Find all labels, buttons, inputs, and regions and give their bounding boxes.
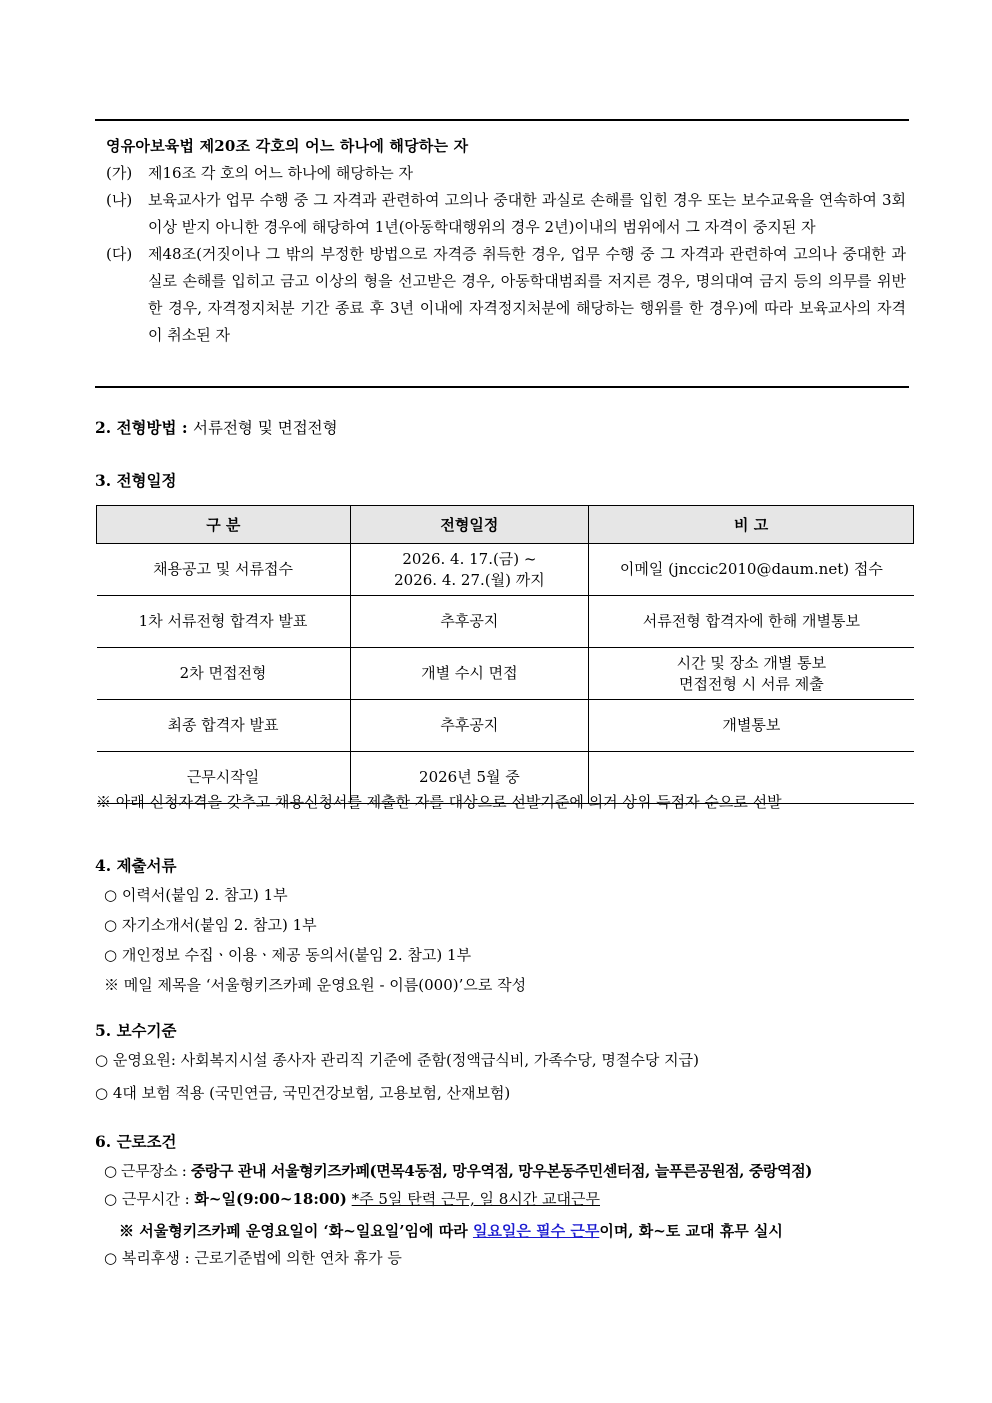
pay-list-item: ○ 4대 보험 적용 (국민연금, 국민건강보험, 고용보험, 산재보험) — [95, 1084, 511, 1102]
law-item-mark: (다) — [106, 245, 133, 263]
work-place-label: ○ 근무장소 : — [104, 1162, 187, 1180]
document-list-item: ○ 자기소개서(붙임 2. 참고) 1부 — [104, 916, 317, 934]
table-cell — [589, 648, 914, 700]
law-item — [106, 241, 906, 349]
table-cell: 추후공지 — [350, 700, 589, 752]
table-header-cell: 전형일정 — [350, 506, 589, 544]
table-cell: 개별 수시 면접 — [350, 648, 589, 700]
section-4-title: 4. 제출서류 — [95, 856, 177, 875]
law-box — [106, 133, 906, 349]
law-item-text: 제16조 각 호의 어느 하나에 해당하는 자 — [148, 164, 414, 182]
pay-list-item: ○ 운영요원: 사회복지시설 종사자 관리직 기준에 준함(정액급식비, 가족수당, 명절수당 지급) — [95, 1051, 699, 1069]
law-item-mark: (나) — [106, 191, 133, 209]
work-time-line — [104, 1188, 600, 1209]
schedule-table — [96, 505, 914, 804]
work-day-note-text: 이며, 화~토 교대 휴무 실시 — [599, 1222, 783, 1240]
cell-line: 2026. 4. 17.(금) ~ — [402, 549, 537, 568]
table-cell: 2026년 5월 중 — [350, 752, 589, 804]
table-cell: 추후공지 — [350, 596, 589, 648]
cell-line: 면접전형 시 서류 제출 — [679, 674, 824, 693]
table-row — [97, 648, 914, 700]
table-header-cell: 구 분 — [97, 506, 351, 544]
table-cell: 2차 면접전형 — [97, 648, 351, 700]
section-3-title: 3. 전형일정 — [95, 471, 177, 490]
law-item-mark: (가) — [106, 164, 133, 182]
work-place-line — [104, 1160, 812, 1181]
law-item — [106, 187, 906, 241]
table-cell: 최종 합격자 발표 — [97, 700, 351, 752]
work-place-value: 중랑구 관내 서울형키즈카페(면목4동점, 망우역점, 망우본동주민센터점, 늘푸른공원점, 중랑역점) — [190, 1162, 812, 1180]
cell-line: 시간 및 장소 개별 통보 — [676, 653, 827, 672]
document-list-item: ○ 개인정보 수집ㆍ이용ㆍ제공 동의서(붙임 2. 참고) 1부 — [104, 946, 472, 964]
law-item — [106, 160, 906, 187]
document-list-note: ※ 메일 제목을 ‘서울형키즈카페 운영요원 - 이름(000)’으로 작성 — [104, 976, 527, 994]
table-header-row — [97, 506, 914, 544]
section-6-title: 6. 근로조건 — [95, 1132, 177, 1151]
section-5-title: 5. 보수기준 — [95, 1021, 177, 1040]
table-row — [97, 596, 914, 648]
law-box-bottom-rule — [95, 386, 909, 388]
welfare-line: ○ 복리후생 : 근로기준법에 의한 연차 휴가 등 — [104, 1249, 402, 1267]
work-day-note — [119, 1220, 783, 1241]
work-day-note-text: ※ 서울형키즈카페 운영요일이 ‘화~일요일’임에 따라 — [119, 1222, 468, 1240]
table-cell: 서류전형 합격자에 한해 개별통보 — [589, 596, 914, 648]
law-item-text: 제48조(거짓이나 그 밖의 부정한 방법으로 자격증 취득한 경우, 업무 수행 중 그 자격과 관련하여 고의나 중대한 과실로 손해를 입히고 금고 이상의 형을 선고받은 경우, 아동학대범죄를 저지른 경우, 명의대여 금지 등의 의무를 위반한 경우, 자격정지처분 기간 종료 후 3년 이내에 자격정지처분에 해당하는 행위를 한 경우)에 따라 보육교사의 자격이 취소된 자 — [148, 245, 906, 344]
table-row — [97, 700, 914, 752]
work-time-label: ○ 근무시간 : — [104, 1190, 190, 1208]
table-header-cell: 비 고 — [589, 506, 914, 544]
table-cell: 근무시작일 — [97, 752, 351, 804]
law-heading: 영유아보육법 제20조 각호의 어느 하나에 해당하는 자 — [106, 137, 469, 155]
table-row — [97, 544, 914, 596]
law-item-text: 보육교사가 업무 수행 중 그 자격과 관련하여 고의나 중대한 과실로 손해를 입힌 경우 또는 보수교육을 연속하여 3회 이상 받지 아니한 경우에 해당하여 1년(아동학대행위의 경우 2년)이내의 범위에서 그 자격이 중지된 자 — [148, 191, 906, 236]
table-cell: 이메일 (jnccic2010@daum.net) 접수 — [589, 544, 914, 596]
work-time-hours: 화~일(9:00~18:00) — [194, 1190, 347, 1208]
section-2-value: 서류전형 및 면접전형 — [193, 419, 338, 437]
sunday-required-text: 일요일은 필수 근무 — [472, 1222, 600, 1240]
section-2-title: 2. 전형방법 : — [95, 418, 188, 437]
table-cell: 1차 서류전형 합격자 발표 — [97, 596, 351, 648]
law-box-top-rule — [95, 119, 909, 121]
schedule-note: ※ 아래 신청자격을 갖추고 채용신청서를 제출한 자를 대상으로 선발기준에 의거 상위 득점자 순으로 선발 — [96, 793, 782, 811]
document-list-item: ○ 이력서(붙임 2. 참고) 1부 — [104, 886, 288, 904]
table-cell: 개별통보 — [589, 700, 914, 752]
cell-line: 2026. 4. 27.(월) 까지 — [394, 570, 545, 589]
section-2-heading — [95, 416, 338, 438]
table-cell — [350, 544, 589, 596]
work-time-detail: *주 5일 탄력 근무, 일 8시간 교대근무 — [351, 1190, 600, 1208]
table-cell: 채용공고 및 서류접수 — [97, 544, 351, 596]
